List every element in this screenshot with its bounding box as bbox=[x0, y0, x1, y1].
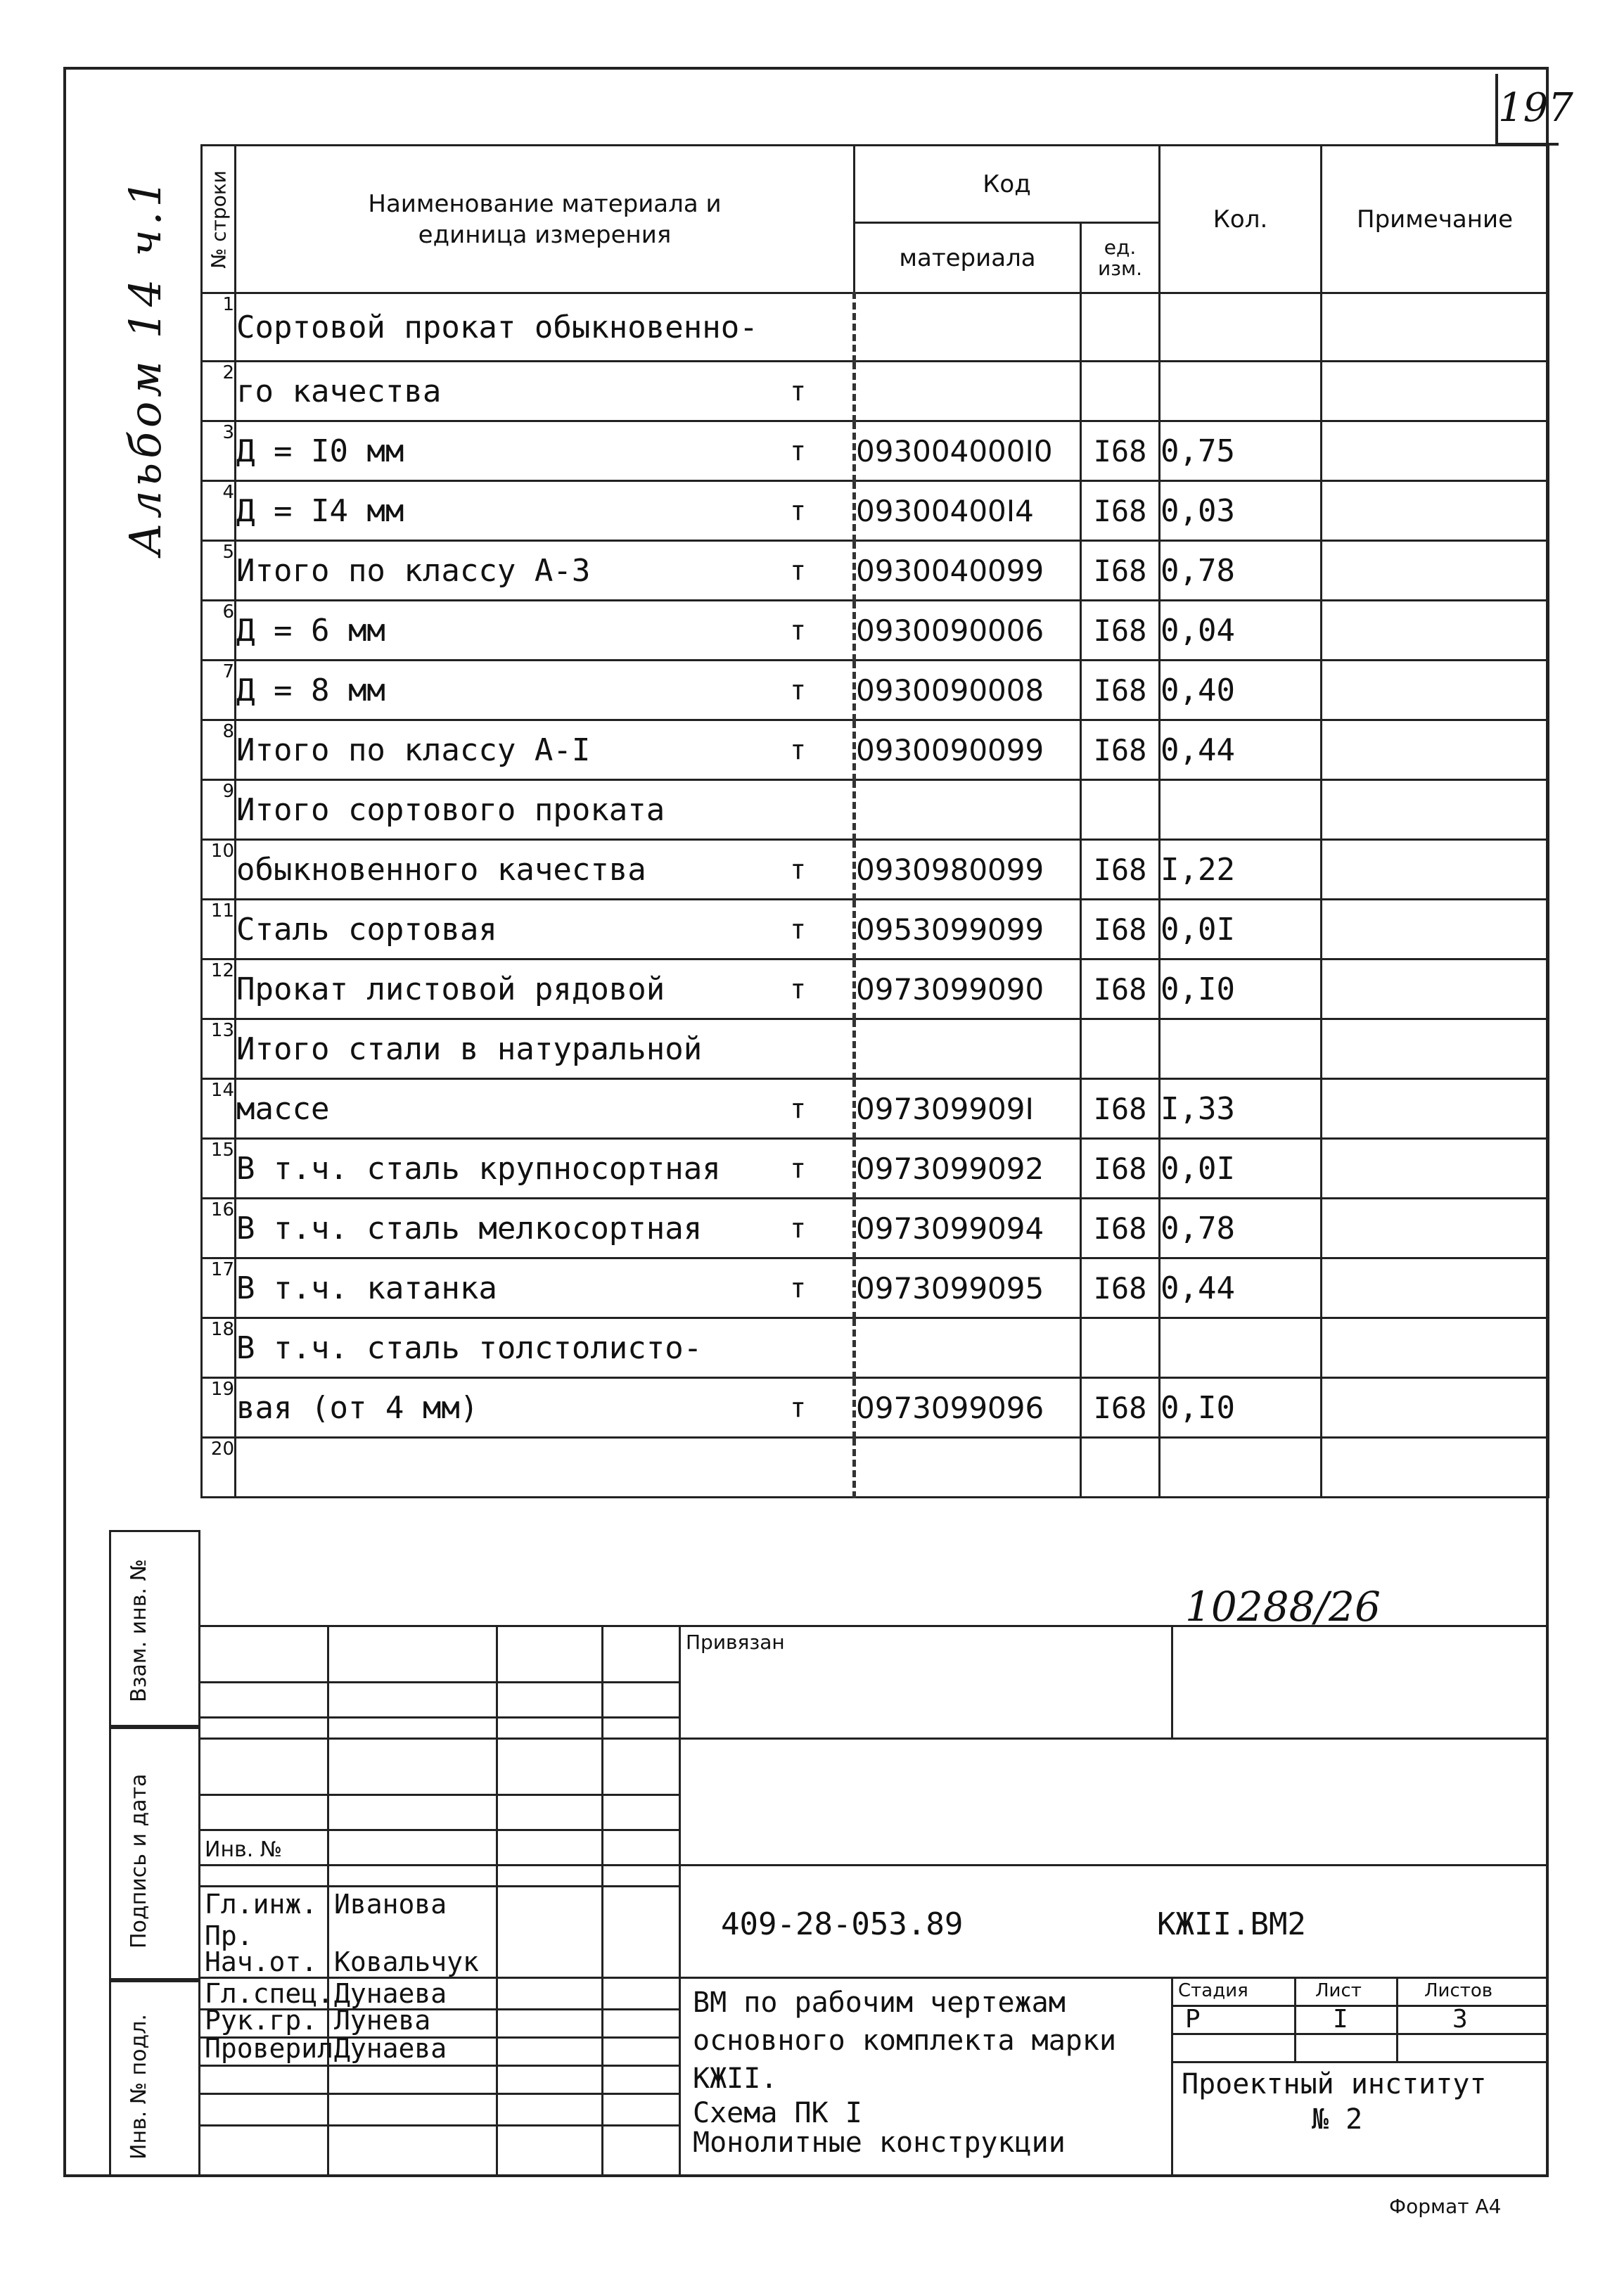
note-cell bbox=[1322, 421, 1549, 481]
material-code bbox=[855, 293, 1081, 362]
material-name: Д = 8 мм т bbox=[236, 661, 855, 720]
materials-table bbox=[200, 144, 1549, 1498]
stage-value: Р bbox=[1185, 2005, 1201, 2034]
note-header: Примечание bbox=[1322, 146, 1549, 293]
quantity bbox=[1160, 1438, 1322, 1498]
row-number: 4 bbox=[202, 481, 236, 541]
note-cell bbox=[1322, 959, 1549, 1019]
table-row bbox=[202, 541, 1549, 601]
sheet-number: 197 bbox=[1495, 74, 1559, 146]
note-cell bbox=[1322, 1019, 1549, 1079]
note-cell bbox=[1322, 1438, 1549, 1498]
table-row bbox=[202, 1318, 1549, 1378]
unit-code: I68 bbox=[1081, 900, 1160, 959]
material-code bbox=[855, 1438, 1081, 1498]
quantity bbox=[1160, 1318, 1322, 1378]
row-number: 5 bbox=[202, 541, 236, 601]
row-number-header: № строки bbox=[202, 146, 236, 293]
quantity: 0,78 bbox=[1160, 1199, 1322, 1258]
material-code: 0930090006 bbox=[855, 601, 1081, 661]
quantity: 0,78 bbox=[1160, 541, 1322, 601]
signatory-role: Пр. bbox=[205, 1920, 253, 1951]
unit-code: I68 bbox=[1081, 959, 1160, 1019]
measure-unit: т bbox=[790, 1093, 806, 1124]
sheets-value: 3 bbox=[1452, 2005, 1468, 2034]
material-code: 0930040099 bbox=[855, 541, 1081, 601]
table-row bbox=[202, 293, 1549, 362]
table-row bbox=[202, 1019, 1549, 1079]
unit-code: I68 bbox=[1081, 601, 1160, 661]
handwritten-ref: 10288/26 bbox=[1185, 1583, 1381, 1631]
quantity: 0,0I bbox=[1160, 1139, 1322, 1199]
note-cell bbox=[1322, 1139, 1549, 1199]
material-name: обыкновенного качества т bbox=[236, 840, 855, 900]
code-header: Код bbox=[855, 146, 1160, 223]
quantity: 0,03 bbox=[1160, 481, 1322, 541]
material-code: 0973099095 bbox=[855, 1258, 1081, 1318]
table-row bbox=[202, 780, 1549, 840]
table-row bbox=[202, 421, 1549, 481]
unit-code bbox=[1081, 1019, 1160, 1079]
material-name: массе т bbox=[236, 1079, 855, 1139]
note-cell bbox=[1322, 900, 1549, 959]
material-code: 0973099092 bbox=[855, 1139, 1081, 1199]
row-number: 3 bbox=[202, 421, 236, 481]
material-code: 0953099099 bbox=[855, 900, 1081, 959]
unit-code: I68 bbox=[1081, 1258, 1160, 1318]
row-number: 2 bbox=[202, 362, 236, 421]
unit-code: I68 bbox=[1081, 1378, 1160, 1438]
note-cell bbox=[1322, 840, 1549, 900]
material-name: Д = I4 мм т bbox=[236, 481, 855, 541]
note-cell bbox=[1322, 601, 1549, 661]
vzam-inv-box bbox=[109, 1530, 200, 1727]
org-name: Проектный институт bbox=[1182, 2068, 1487, 2100]
measure-unit: т bbox=[790, 435, 806, 466]
code-unit-header: ед. изм. bbox=[1081, 223, 1160, 293]
table-row bbox=[202, 900, 1549, 959]
measure-unit: т bbox=[790, 615, 806, 646]
unit-code bbox=[1081, 1438, 1160, 1498]
quantity bbox=[1160, 362, 1322, 421]
vzam-inv-label: Взам. инв. № bbox=[127, 1559, 151, 1702]
material-code bbox=[855, 1019, 1081, 1079]
measure-unit: т bbox=[790, 1392, 806, 1423]
material-code: 0930980099 bbox=[855, 840, 1081, 900]
row-number: 7 bbox=[202, 661, 236, 720]
material-name: В т.ч. сталь мелкосортная т bbox=[236, 1199, 855, 1258]
unit-code: I68 bbox=[1081, 720, 1160, 780]
quantity: 0,I0 bbox=[1160, 959, 1322, 1019]
note-cell bbox=[1322, 1318, 1549, 1378]
unit-code: I68 bbox=[1081, 661, 1160, 720]
material-code: 0973099090 bbox=[855, 959, 1081, 1019]
row-number: 12 bbox=[202, 959, 236, 1019]
podpis-label: Подпись и дата bbox=[127, 1773, 151, 1949]
measure-unit: т bbox=[790, 914, 806, 945]
signatory-role: Рук.гр. bbox=[205, 2005, 318, 2036]
note-cell bbox=[1322, 293, 1549, 362]
material-code: 0930090008 bbox=[855, 661, 1081, 720]
measure-unit: т bbox=[790, 1213, 806, 1244]
name-header: Наименование материала и единица измерения bbox=[236, 146, 855, 293]
quantity bbox=[1160, 1019, 1322, 1079]
signatory-name: Иванова bbox=[334, 1889, 447, 1920]
note-cell bbox=[1322, 541, 1549, 601]
row-number: 19 bbox=[202, 1378, 236, 1438]
quantity bbox=[1160, 293, 1322, 362]
quantity: 0,44 bbox=[1160, 720, 1322, 780]
privyazan-label: Привязан bbox=[686, 1631, 785, 1654]
table-row bbox=[202, 362, 1549, 421]
material-code: 09300400I4 bbox=[855, 481, 1081, 541]
row-number: 11 bbox=[202, 900, 236, 959]
material-name: В т.ч. сталь толстолисто- bbox=[236, 1318, 855, 1378]
measure-unit: т bbox=[790, 555, 806, 586]
material-code: 093004000I0 bbox=[855, 421, 1081, 481]
measure-unit: т bbox=[790, 854, 806, 885]
org-number: № 2 bbox=[1312, 2103, 1363, 2136]
signatory-role: Проверил bbox=[205, 2033, 334, 2064]
quantity: 0,0I bbox=[1160, 900, 1322, 959]
unit-code bbox=[1081, 362, 1160, 421]
note-cell bbox=[1322, 481, 1549, 541]
unit-code: I68 bbox=[1081, 1199, 1160, 1258]
code-material-header: материала bbox=[855, 223, 1081, 293]
measure-unit: т bbox=[790, 1153, 806, 1184]
signatory-name: Дунаева bbox=[334, 1978, 447, 2009]
title-block bbox=[200, 1583, 1547, 2218]
measure-unit: т bbox=[790, 974, 806, 1005]
album-label: Альбом 14 ч.1 bbox=[120, 175, 171, 556]
note-cell bbox=[1322, 1258, 1549, 1318]
doc-mark: КЖII.ВМ2 bbox=[1157, 1906, 1306, 1942]
unit-code: I68 bbox=[1081, 1079, 1160, 1139]
material-name: го качества т bbox=[236, 362, 855, 421]
row-number: 14 bbox=[202, 1079, 236, 1139]
note-cell bbox=[1322, 362, 1549, 421]
table-row bbox=[202, 1079, 1549, 1139]
note-cell bbox=[1322, 720, 1549, 780]
quantity: 0,40 bbox=[1160, 661, 1322, 720]
measure-unit: т bbox=[790, 675, 806, 706]
sheets-label: Листов bbox=[1424, 1980, 1493, 2001]
signatory-name: Дунаева bbox=[334, 2033, 447, 2064]
row-number: 18 bbox=[202, 1318, 236, 1378]
doc-description: ВМ по рабочим чертежам основного комплекта марки КЖII. Схема ПК I Монолитные конструкции bbox=[693, 1987, 1117, 2159]
note-cell bbox=[1322, 780, 1549, 840]
stage-label: Стадия bbox=[1178, 1980, 1248, 2001]
signatory-name: Ковальчук bbox=[334, 1946, 479, 1977]
measure-unit: т bbox=[790, 1273, 806, 1303]
signatory-role: Гл.спец. bbox=[205, 1978, 334, 2009]
table-row bbox=[202, 1378, 1549, 1438]
note-cell bbox=[1322, 1079, 1549, 1139]
inv-podl-box bbox=[109, 1980, 200, 2177]
material-code bbox=[855, 1318, 1081, 1378]
table-row bbox=[202, 1139, 1549, 1199]
material-code bbox=[855, 362, 1081, 421]
material-name: Итого по классу А-I т bbox=[236, 720, 855, 780]
material-name: В т.ч. сталь крупносортная т bbox=[236, 1139, 855, 1199]
unit-code: I68 bbox=[1081, 840, 1160, 900]
material-code: 0973099096 bbox=[855, 1378, 1081, 1438]
unit-code bbox=[1081, 1318, 1160, 1378]
material-code: 097309909I bbox=[855, 1079, 1081, 1139]
row-number: 20 bbox=[202, 1438, 236, 1498]
material-name bbox=[236, 1438, 855, 1498]
unit-code: I68 bbox=[1081, 541, 1160, 601]
row-number: 17 bbox=[202, 1258, 236, 1318]
material-code: 0930090099 bbox=[855, 720, 1081, 780]
table-row bbox=[202, 959, 1549, 1019]
unit-code: I68 bbox=[1081, 481, 1160, 541]
row-number: 15 bbox=[202, 1139, 236, 1199]
signatory-role: Нач.от. bbox=[205, 1946, 318, 1977]
row-number: 1 bbox=[202, 293, 236, 362]
table-row bbox=[202, 601, 1549, 661]
inv-podl-label: Инв. № подл. bbox=[127, 2014, 151, 2160]
sheet-label: Лист bbox=[1315, 1980, 1362, 2001]
measure-unit: т bbox=[790, 734, 806, 765]
quantity: I,33 bbox=[1160, 1079, 1322, 1139]
unit-code: I68 bbox=[1081, 421, 1160, 481]
material-name: В т.ч. катанка т bbox=[236, 1258, 855, 1318]
row-number: 13 bbox=[202, 1019, 236, 1079]
format-label: Формат А4 bbox=[1389, 2195, 1502, 2218]
table-row bbox=[202, 1258, 1549, 1318]
table-row bbox=[202, 481, 1549, 541]
material-name: вая (от 4 мм) т bbox=[236, 1378, 855, 1438]
material-name: Сталь сортовая т bbox=[236, 900, 855, 959]
doc-code: 409-28-053.89 bbox=[721, 1906, 964, 1942]
table-row bbox=[202, 1438, 1549, 1498]
material-name: Сортовой прокат обыкновенно- bbox=[236, 293, 855, 362]
signatory-role: Гл.инж. bbox=[205, 1889, 318, 1920]
row-number: 8 bbox=[202, 720, 236, 780]
sheet-value: I bbox=[1333, 2005, 1348, 2034]
unit-code bbox=[1081, 293, 1160, 362]
table-row bbox=[202, 661, 1549, 720]
note-cell bbox=[1322, 1378, 1549, 1438]
quantity: 0,44 bbox=[1160, 1258, 1322, 1318]
signatory-name: Лунева bbox=[334, 2005, 431, 2036]
quantity bbox=[1160, 780, 1322, 840]
quantity: 0,I0 bbox=[1160, 1378, 1322, 1438]
measure-unit: т bbox=[790, 376, 806, 407]
measure-unit: т bbox=[790, 495, 806, 526]
note-cell bbox=[1322, 1199, 1549, 1258]
unit-code: I68 bbox=[1081, 1139, 1160, 1199]
material-name: Итого стали в натуральной bbox=[236, 1019, 855, 1079]
inv-no-label: Инв. № bbox=[205, 1837, 283, 1862]
qty-header: Кол. bbox=[1160, 146, 1322, 293]
material-name: Итого сортового проката bbox=[236, 780, 855, 840]
materials-table-body bbox=[202, 293, 1549, 1498]
note-cell bbox=[1322, 661, 1549, 720]
material-name: Итого по классу А-3 т bbox=[236, 541, 855, 601]
material-name: Д = I0 мм т bbox=[236, 421, 855, 481]
row-number: 9 bbox=[202, 780, 236, 840]
table-row bbox=[202, 720, 1549, 780]
row-number: 10 bbox=[202, 840, 236, 900]
quantity: 0,04 bbox=[1160, 601, 1322, 661]
row-number: 16 bbox=[202, 1199, 236, 1258]
unit-code bbox=[1081, 780, 1160, 840]
material-name: Д = 6 мм т bbox=[236, 601, 855, 661]
material-code: 0973099094 bbox=[855, 1199, 1081, 1258]
quantity: I,22 bbox=[1160, 840, 1322, 900]
podpis-box bbox=[109, 1727, 200, 1980]
material-name: Прокат листовой рядовой т bbox=[236, 959, 855, 1019]
table-row bbox=[202, 840, 1549, 900]
material-code bbox=[855, 780, 1081, 840]
row-number: 6 bbox=[202, 601, 236, 661]
table-row bbox=[202, 1199, 1549, 1258]
quantity: 0,75 bbox=[1160, 421, 1322, 481]
